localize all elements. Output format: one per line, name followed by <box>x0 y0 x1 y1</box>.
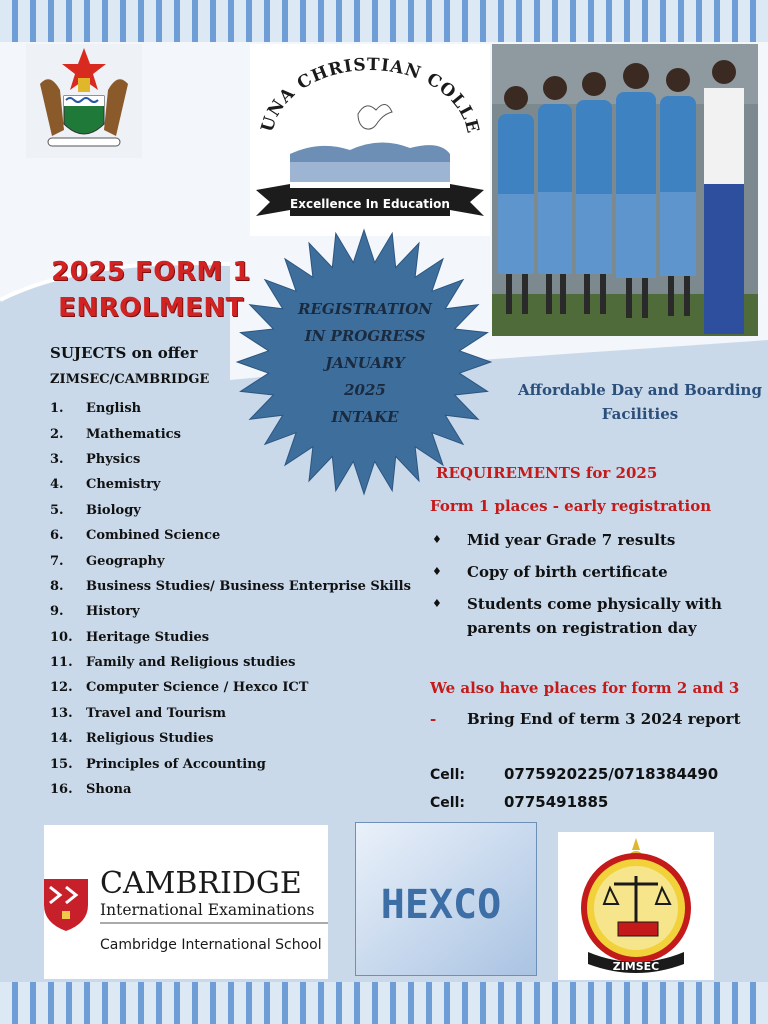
other-forms-text: Bring End of term 3 2024 report <box>467 710 741 728</box>
list-item <box>50 396 411 421</box>
zimsec-logo <box>558 832 714 980</box>
hexco-logo <box>355 822 537 976</box>
list-item <box>50 498 411 523</box>
badge-line-2: IN PROGRESS <box>304 327 426 345</box>
subject-name: Chemistry <box>86 477 161 493</box>
item-number: 4. <box>50 477 64 493</box>
item-number: 9. <box>50 604 64 620</box>
item-number: 2. <box>50 426 64 442</box>
zimbabwe-coat-of-arms <box>26 44 142 158</box>
item-number: 10. <box>50 629 73 645</box>
list-item <box>50 599 411 624</box>
subject-name: Heritage Studies <box>86 629 210 645</box>
list-item <box>50 726 411 751</box>
college-logo <box>250 44 490 236</box>
list-item <box>50 625 411 650</box>
badge-line-3: JANUARY <box>325 354 405 372</box>
list-item <box>50 548 411 573</box>
cambridge-shield-icon <box>44 869 88 931</box>
contact-line <box>430 765 718 783</box>
item-number: 7. <box>50 553 64 569</box>
item-number: 3. <box>50 451 64 467</box>
list-item <box>50 650 411 675</box>
facilities-text <box>500 378 768 426</box>
zimsec-name: ZIMSEC <box>612 960 660 973</box>
subject-name: Geography <box>86 553 165 569</box>
requirement-text: Students come physically with parents on registration day <box>467 595 722 637</box>
subject-name: Business Studies/ Business Enterprise Skills <box>86 578 411 594</box>
item-number: 16. <box>50 782 73 798</box>
list-item <box>50 447 411 472</box>
subject-name: Principles of Accounting <box>86 756 266 772</box>
exam-board-label: ZIMSEC/CAMBRIDGE <box>50 372 210 387</box>
requirements-list <box>430 528 760 648</box>
requirements-subtitle: Form 1 places - early registration <box>430 497 712 515</box>
item-number: 13. <box>50 705 73 721</box>
subject-name: Travel and Tourism <box>86 705 226 721</box>
item-number: 8. <box>50 578 64 594</box>
other-forms-title: We also have places for form 2 and 3 <box>430 679 740 697</box>
cambridge-logo <box>44 825 328 979</box>
cambridge-name: CAMBRIDGE <box>100 866 302 901</box>
phone-number[interactable]: 0775920225/0718384490 <box>504 765 719 783</box>
diamond-bullet-icon: ♦ <box>432 533 442 546</box>
item-number: 11. <box>50 655 73 671</box>
item-number: 6. <box>50 528 64 544</box>
subject-name: Biology <box>86 502 141 518</box>
list-item <box>430 592 760 640</box>
subject-name: History <box>86 604 140 620</box>
list-item <box>50 421 411 446</box>
cambridge-school: Cambridge International School <box>100 937 322 953</box>
college-motto: Excellence In Education <box>290 197 450 211</box>
students-photo <box>492 44 758 336</box>
diamond-bullet-icon: ♦ <box>432 565 442 578</box>
list-item <box>50 675 411 700</box>
requirement-text: Copy of birth certificate <box>467 563 668 581</box>
phone-number[interactable]: 0775491885 <box>504 793 609 811</box>
contact-label: Cell: <box>430 767 465 783</box>
badge-line-1: REGISTRATION <box>298 300 432 318</box>
subjects-list <box>50 396 411 802</box>
headline-line-1: 2025 FORM 1 <box>51 257 251 287</box>
item-number: 5. <box>50 502 64 518</box>
badge-line-4: 2025 <box>344 381 386 399</box>
subject-name: Computer Science / Hexco ICT <box>86 680 309 696</box>
dash-bullet: - <box>430 710 437 728</box>
hexco-name: HEXCO <box>380 882 502 928</box>
bottom-stripe-border <box>0 982 768 1024</box>
subject-name: Religious Studies <box>86 731 214 747</box>
contact-line <box>430 793 608 811</box>
subject-name: Combined Science <box>86 528 221 544</box>
top-stripe-border <box>0 0 768 42</box>
list-item <box>430 560 760 584</box>
subject-name: Physics <box>86 451 141 467</box>
requirements-title: REQUIREMENTS for 2025 <box>436 464 658 482</box>
subject-name: English <box>86 401 142 417</box>
facilities-line-2: Facilities <box>601 405 679 423</box>
cambridge-sub: International Examinations <box>100 901 315 919</box>
facilities-line-1: Affordable Day and Boarding <box>518 381 762 399</box>
subject-name: Shona <box>86 782 132 798</box>
other-forms-item <box>430 710 741 728</box>
subjects-title: SUJECTS on offer <box>50 344 198 362</box>
item-number: 1. <box>50 401 64 417</box>
contact-label: Cell: <box>430 795 465 811</box>
badge-line-5: INTAKE <box>331 408 399 426</box>
list-item <box>50 701 411 726</box>
list-item <box>50 574 411 599</box>
list-item <box>50 751 411 776</box>
headline-line-2: ENROLMENT <box>58 293 244 323</box>
list-item <box>50 472 411 497</box>
enrolment-headline <box>46 254 256 326</box>
item-number: 12. <box>50 680 73 696</box>
list-item <box>50 523 411 548</box>
diamond-bullet-icon: ♦ <box>432 597 442 610</box>
subject-name: Family and Religious studies <box>86 655 296 671</box>
list-item <box>430 528 760 552</box>
college-name: UNA CHRISTIAN COLLE <box>257 54 483 136</box>
item-number: 15. <box>50 756 73 772</box>
item-number: 14. <box>50 731 73 747</box>
list-item <box>50 777 411 802</box>
subject-name: Mathematics <box>86 426 181 442</box>
requirement-text: Mid year Grade 7 results <box>467 531 676 549</box>
